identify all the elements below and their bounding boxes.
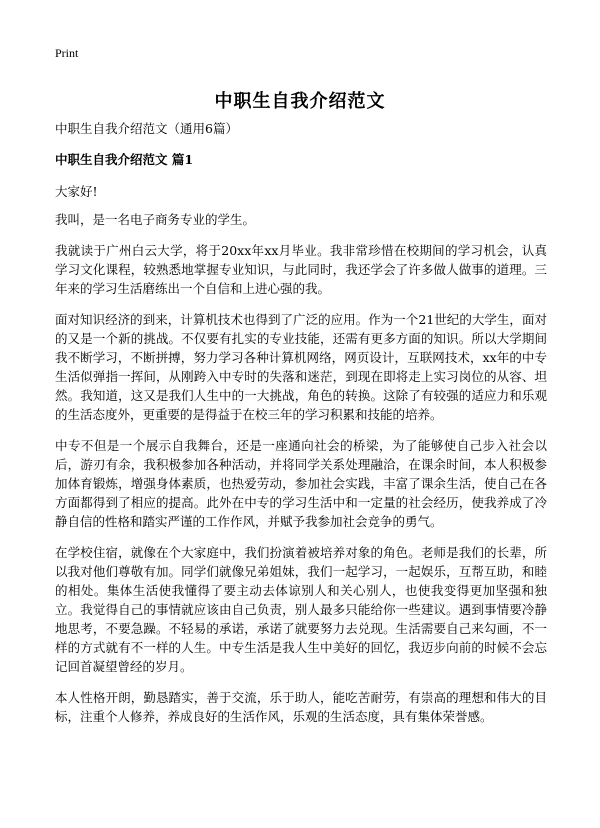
paragraph-greeting: 大家好! bbox=[55, 184, 98, 199]
paragraph-dorm-life: 在学校住宿，就像在个大家庭中，我们扮演着被培养对象的角色。老师是我们的长辈，所以我对他们尊敬有加。同学们就像兄弟姐妹，我们一起学习，一起娱乐，互帮互助，和睦的相处。集体生活使我懂得了要主动去体谅别人和关心别人，也使我变得更加坚强和独立。我觉得自己的事情就应该由自己负责，别人最多只能给你一些建议。遇到事情要冷静地思考，不要急躁。不轻易的承诺，承诺了就要努力去兑现。生活需要自己来勾画，不一样的方式就有不一样的人生。中专生活是我人生中美好的回忆，我迈步向前的时候不会忘记回首凝望曾经的岁月。 bbox=[55, 545, 547, 674]
paragraph-personality: 本人性格开朗，勤恳踏实，善于交流，乐于助人，能吃苦耐劳，有崇高的理想和伟大的目标，注重个人修养，养成良好的生活作风，乐观的生活态度，具有集体荣誉感。 bbox=[55, 690, 547, 724]
paragraph-education: 我就读于广州白云大学，将于20xx年xx月毕业。我非常珍惜在校期间的学习机会，认真学习文化课程，较熟悉地掌握专业知识，与此同时，我还学会了许多做人做事的道理。三年来的学习生活磨练出一个自信和上进心强的我。 bbox=[55, 243, 547, 296]
print-link[interactable]: Print bbox=[55, 46, 79, 60]
paragraph-intro: 我叫，是一名电子商务专业的学生。 bbox=[55, 212, 256, 227]
document-subtitle: 中职生自我介绍范文（通用6篇） bbox=[55, 121, 238, 136]
section-heading: 中职生自我介绍范文 篇1 bbox=[55, 152, 194, 167]
article-body bbox=[55, 182, 547, 738]
paragraph-knowledge: 面对知识经济的到来，计算机技术也得到了广泛的应用。作为一个21世纪的大学生，面对的又是一个新的挑战。不仅要有扎实的专业技能，还需有更多方面的知识。所以大学期间我不断学习，不断拼搏，努力学习各种计算机网络，网页设计，互联网技术，xx年的中专生活似弹指一挥间，从刚跨入中专时的失落和迷茫，到现在即将走上实习岗位的从容、坦然。我知道，这又是我们人生中的一大挑战，角色的转换。这除了有较强的适应力和乐观的生活态度外，更重要的是得益于在校三年的学习积累和技能的培养。 bbox=[55, 312, 547, 422]
page-title: 中职生自我介绍范文 bbox=[214, 91, 386, 113]
paragraph-activities: 中专不但是一个展示自我舞台，还是一座通向社会的桥梁，为了能够使自己步入社会以后，游刃有余，我积极参加各种活动，并将同学关系处理融洽，在课余时间，本人积极参加体育锻炼，增强身体素质，也热爱劳动，参加社会实践，丰富了课余生活，使自己在各方面都得到了相应的提高。此外在中专的学习生活中和一定量的社会经历，使我养成了冷静自信的性格和踏实严谨的工作作风，并赋予我参加社会竞争的勇气。 bbox=[55, 438, 547, 529]
